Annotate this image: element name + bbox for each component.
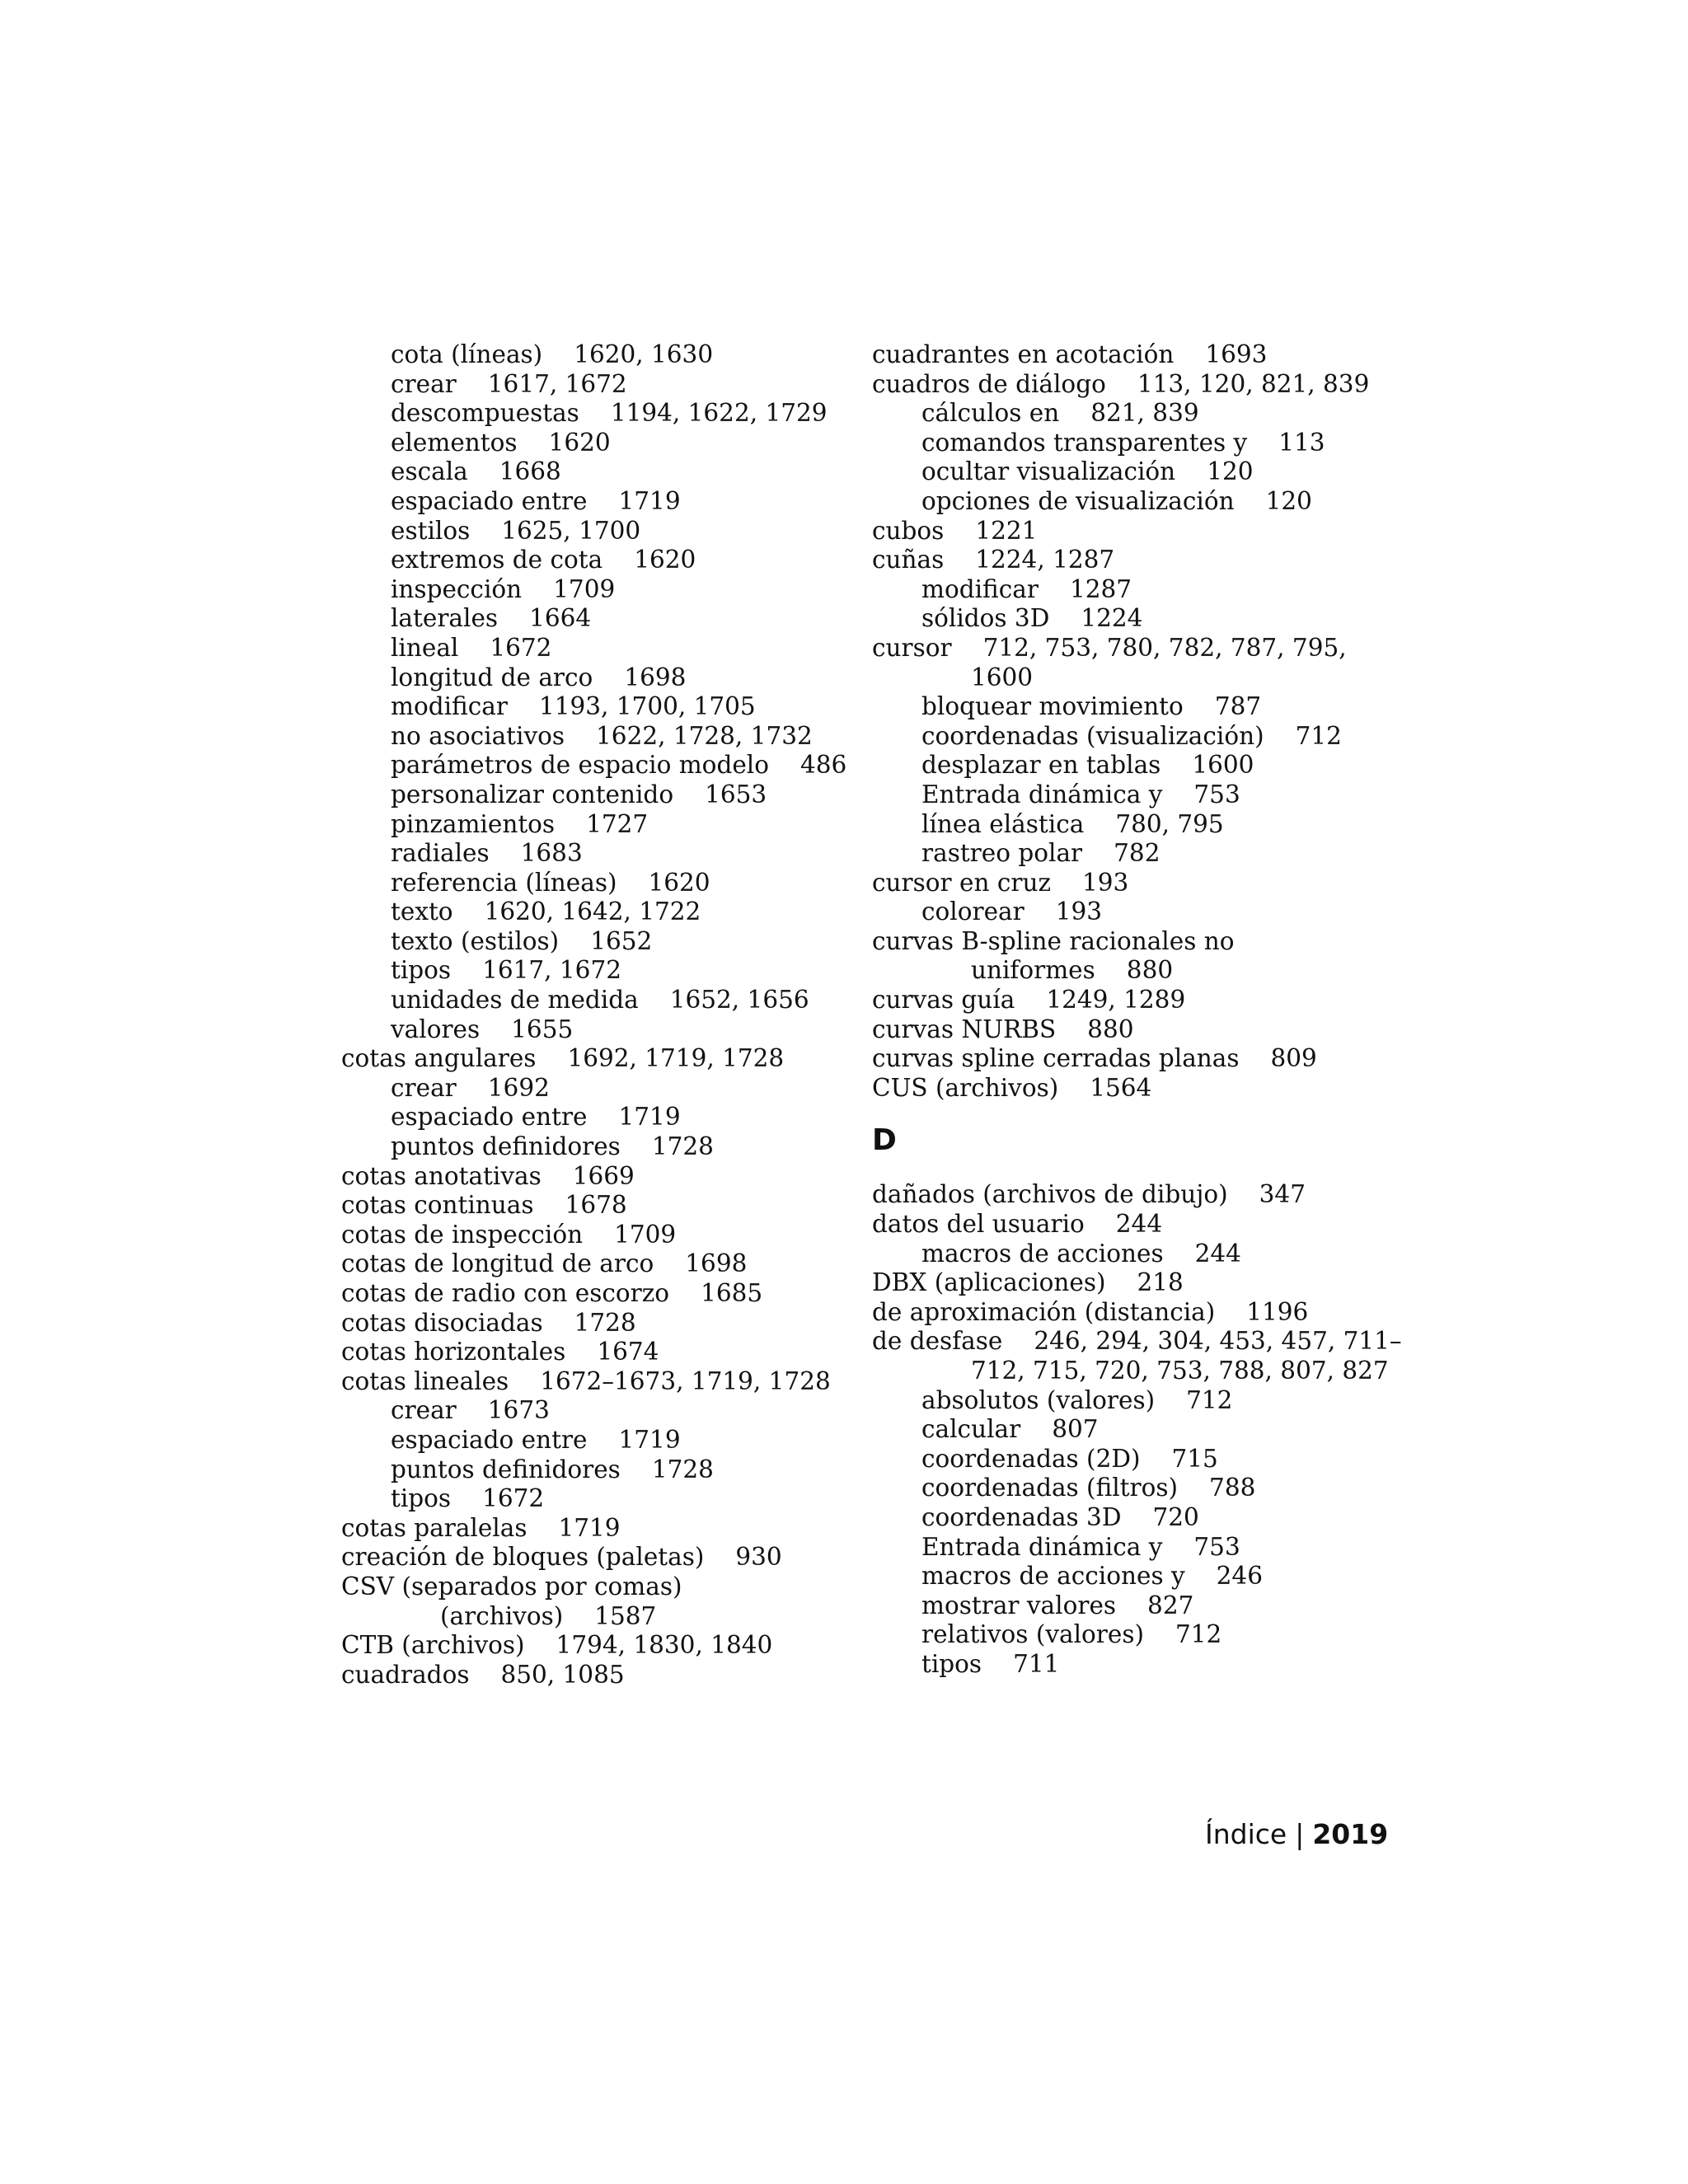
index-pages: 1652, 1656 <box>669 986 809 1015</box>
index-pages: 244 <box>1194 1239 1241 1268</box>
index-pages: 1692, 1719, 1728 <box>567 1044 785 1073</box>
index-term: bloquear movimiento <box>921 692 1184 721</box>
index-pages: 1683 <box>520 839 583 868</box>
index-pages: 1693 <box>1205 340 1268 368</box>
index-term: cotas de radio con escorzo <box>341 1279 670 1307</box>
index-term: cuñas <box>872 546 945 574</box>
index-pages: 1617, 1672 <box>482 956 621 985</box>
index-pages: 1587 <box>594 1601 657 1630</box>
index-entry <box>341 634 836 663</box>
index-pages: 1698 <box>685 1249 748 1278</box>
index-term: creación de bloques (paletas) <box>341 1543 705 1572</box>
index-pages: 788 <box>1209 1474 1256 1502</box>
index-entry <box>872 1240 1383 1269</box>
index-pages: 244 <box>1115 1210 1163 1239</box>
index-pages: 807 <box>1052 1415 1099 1444</box>
index-entry <box>341 869 836 898</box>
index-pages: 782 <box>1114 839 1160 868</box>
index-entry <box>872 869 1383 898</box>
index-entry <box>341 1249 836 1279</box>
index-term: uniformes <box>971 956 1095 985</box>
index-term: colorear <box>921 898 1025 926</box>
index-entry <box>341 604 836 634</box>
index-term: texto <box>391 898 453 926</box>
index-pages: 1709 <box>614 1220 677 1249</box>
index-term: cubos <box>872 516 945 545</box>
index-term: 712, 715, 720, 753, 788, 807, 827 <box>971 1357 1389 1385</box>
index-entry <box>341 1309 836 1338</box>
index-entry <box>872 546 1383 575</box>
index-entry <box>872 399 1383 429</box>
index-term: cotas de longitud de arco <box>341 1249 654 1278</box>
index-entry <box>341 575 836 605</box>
index-term: cotas angulares <box>341 1044 537 1073</box>
index-entry <box>872 898 1383 927</box>
index-pages: 715 <box>1171 1444 1218 1473</box>
index-term: curvas B-spline racionales no <box>872 926 1235 955</box>
index-term: valores <box>391 1015 481 1043</box>
index-pages: 1719 <box>618 1425 681 1454</box>
index-entry <box>872 1357 1389 1386</box>
index-pages: 120 <box>1207 457 1254 486</box>
footer-label: Índice <box>1205 1818 1287 1850</box>
index-pages: 1719 <box>558 1513 621 1542</box>
index-term: desplazar en tablas <box>921 751 1161 780</box>
index-term: coordenadas (filtros) <box>921 1474 1179 1502</box>
index-entry <box>341 1602 836 1632</box>
index-left-column <box>341 340 847 1690</box>
index-pages: 711 <box>1013 1649 1060 1678</box>
index-entry <box>872 1445 1383 1474</box>
index-pages: 1669 <box>572 1161 635 1190</box>
index-term: radiales <box>391 839 490 868</box>
index-pages: 193 <box>1055 898 1103 926</box>
index-term: descompuestas <box>391 399 579 428</box>
index-term: 1600 <box>971 663 1034 691</box>
index-term: cursor <box>872 633 952 662</box>
index-term: crear <box>391 1396 457 1425</box>
index-term: macros de acciones y <box>921 1562 1185 1591</box>
index-term: cotas horizontales <box>341 1338 566 1366</box>
index-pages: 720 <box>1152 1502 1199 1531</box>
index-term: dañados (archivos de dibujo) <box>872 1180 1228 1209</box>
index-entry <box>872 1015 1383 1045</box>
index-pages: 753 <box>1193 780 1240 808</box>
index-pages: 1698 <box>624 663 687 691</box>
index-pages: 712 <box>1175 1620 1222 1649</box>
index-term: cotas de inspección <box>341 1220 584 1249</box>
index-entry <box>872 810 1383 840</box>
index-entry <box>341 1279 836 1309</box>
index-entry <box>872 1074 1383 1104</box>
index-entry <box>872 340 1383 370</box>
index-pages: 930 <box>735 1543 782 1572</box>
index-term: cuadrados <box>341 1660 470 1689</box>
index-term: crear <box>391 1073 457 1102</box>
index-entry <box>341 780 836 810</box>
index-term: cotas paralelas <box>341 1513 528 1542</box>
index-pages: 1664 <box>529 604 592 633</box>
index-term: extremos de cota <box>391 546 603 574</box>
index-term: Entrada dinámica y <box>921 780 1163 808</box>
index-entry <box>872 1650 1383 1680</box>
index-entry <box>872 751 1383 780</box>
index-term: personalizar contenido <box>391 780 674 808</box>
index-pages: 880 <box>1126 956 1174 985</box>
index-pages: 1620 <box>548 428 611 457</box>
index-entry <box>341 1484 836 1514</box>
index-pages: 1193, 1700, 1705 <box>538 692 756 721</box>
index-entry <box>872 1533 1383 1563</box>
index-term: ocultar visualización <box>921 457 1176 486</box>
index-term: espaciado entre <box>391 1103 588 1132</box>
index-entry <box>341 1044 836 1074</box>
index-term: elementos <box>391 428 518 457</box>
index-pages: 113, 120, 821, 839 <box>1137 369 1370 398</box>
index-term: opciones de visualización <box>921 486 1235 515</box>
index-entry <box>872 956 1383 986</box>
index-term: tipos <box>391 1484 452 1513</box>
index-entry <box>341 517 836 546</box>
index-entry <box>341 810 836 840</box>
index-pages: 753 <box>1193 1532 1240 1561</box>
index-term: texto (estilos) <box>391 926 560 955</box>
index-entry <box>341 1543 836 1572</box>
index-entry <box>341 663 836 693</box>
index-pages: 1678 <box>565 1191 627 1220</box>
index-pages: 827 <box>1147 1591 1194 1619</box>
index-entry <box>341 1396 836 1426</box>
index-pages: 1692 <box>487 1073 550 1102</box>
index-pages: 1600 <box>1192 751 1254 780</box>
index-term: espaciado entre <box>391 1425 588 1454</box>
index-entry <box>872 575 1383 605</box>
index-entry <box>872 1180 1383 1210</box>
index-entry <box>341 751 847 780</box>
index-term: datos del usuario <box>872 1210 1085 1239</box>
index-term: cálculos en <box>921 399 1060 428</box>
index-pages: 1727 <box>586 809 649 838</box>
index-term: cotas continuas <box>341 1191 534 1220</box>
index-term: DBX (aplicaciones) <box>872 1268 1106 1297</box>
index-entry <box>872 604 1383 634</box>
index-term: CTB (archivos) <box>341 1631 525 1660</box>
index-term: crear <box>391 369 457 398</box>
index-pages: 1620, 1630 <box>574 340 714 368</box>
index-pages: 780, 795 <box>1115 809 1224 838</box>
index-pages: 1622, 1728, 1732 <box>596 721 813 750</box>
index-entry <box>872 457 1383 487</box>
index-term: línea elástica <box>921 809 1085 838</box>
index-entry <box>872 1474 1383 1503</box>
index-entry <box>341 1426 836 1455</box>
page-number: 2019 <box>1312 1818 1389 1850</box>
index-term: coordenadas (visualización) <box>921 721 1264 750</box>
index-pages: 120 <box>1265 486 1312 515</box>
index-term: (archivos) <box>440 1601 564 1630</box>
index-pages: 1287 <box>1069 574 1132 603</box>
index-entry <box>872 1591 1383 1621</box>
index-pages: 1728 <box>574 1308 636 1337</box>
index-entry <box>872 634 1383 663</box>
index-term: coordenadas (2D) <box>921 1444 1141 1473</box>
index-entry <box>872 927 1383 957</box>
index-entry <box>341 1661 836 1690</box>
index-pages: 880 <box>1087 1015 1134 1043</box>
index-pages: 1685 <box>701 1279 763 1307</box>
index-pages: 712 <box>1295 721 1342 750</box>
index-pages: 821, 839 <box>1090 399 1199 428</box>
index-entry <box>872 517 1383 546</box>
index-term: parámetros de espacio modelo <box>391 751 769 780</box>
index-entry <box>341 692 836 722</box>
index-term: de aproximación (distancia) <box>872 1297 1216 1326</box>
index-entry <box>341 1514 836 1544</box>
index-term: de desfase <box>872 1327 1003 1356</box>
index-entry <box>341 1455 836 1485</box>
index-entry <box>872 1298 1383 1328</box>
index-term: longitud de arco <box>391 663 593 691</box>
index-term: laterales <box>391 604 499 633</box>
index-entry <box>872 1268 1383 1298</box>
index-term: pinzamientos <box>391 809 556 838</box>
index-term: espaciado entre <box>391 486 588 515</box>
index-pages: 1620 <box>634 546 696 574</box>
index-term: cursor en cruz <box>872 868 1052 897</box>
index-entry <box>341 340 836 370</box>
index-term: cotas disociadas <box>341 1308 543 1337</box>
index-entry <box>341 1367 836 1397</box>
index-right-column <box>872 340 1402 1680</box>
index-term: cota (líneas) <box>391 340 543 368</box>
index-term: tipos <box>921 1649 982 1678</box>
index-term: cotas anotativas <box>341 1161 542 1190</box>
index-pages: 193 <box>1082 868 1129 897</box>
index-pages: 1652 <box>590 926 653 955</box>
index-entry <box>872 1210 1383 1240</box>
index-entry <box>341 399 836 429</box>
index-entry <box>872 370 1383 400</box>
index-pages: 1672 <box>482 1484 545 1513</box>
index-pages: 850, 1085 <box>500 1660 625 1689</box>
index-pages: 486 <box>799 751 847 780</box>
index-term: estilos <box>391 516 471 545</box>
footer-separator: | <box>1295 1818 1305 1850</box>
index-term: mostrar valores <box>921 1591 1117 1619</box>
index-pages: 1655 <box>511 1015 574 1043</box>
index-term: puntos definidores <box>391 1455 621 1483</box>
index-pages: 712 <box>1186 1385 1233 1414</box>
index-term: puntos definidores <box>391 1132 621 1161</box>
index-entry <box>341 986 836 1015</box>
index-entry <box>341 898 836 927</box>
index-pages: 113 <box>1278 428 1325 457</box>
index-pages: 1672–1673, 1719, 1728 <box>540 1366 831 1395</box>
index-entry <box>341 370 836 400</box>
index-pages: 1625, 1700 <box>501 516 641 545</box>
index-term: absolutos (valores) <box>921 1385 1156 1414</box>
index-entry <box>872 1327 1402 1357</box>
index-pages: 246 <box>1216 1562 1263 1591</box>
index-term: calcular <box>921 1415 1021 1444</box>
index-term: modificar <box>921 574 1039 603</box>
index-entry <box>341 722 836 752</box>
index-term: referencia (líneas) <box>391 868 617 897</box>
index-term: comandos transparentes y <box>921 428 1248 457</box>
index-pages: 1673 <box>487 1396 550 1425</box>
index-pages: 712, 753, 780, 782, 787, 795, <box>982 633 1347 662</box>
index-pages: 1719 <box>618 486 681 515</box>
index-entry <box>341 457 836 487</box>
index-term: cuadros de diálogo <box>872 369 1106 398</box>
index-entry <box>341 1191 836 1221</box>
index-entry <box>341 1074 836 1104</box>
index-term: escala <box>391 457 468 486</box>
index-entry <box>872 1503 1383 1533</box>
index-pages: 218 <box>1137 1268 1184 1297</box>
index-entry <box>341 1221 836 1250</box>
index-term: Entrada dinámica y <box>921 1532 1163 1561</box>
index-pages: 1728 <box>651 1132 714 1161</box>
index-term: macros de acciones <box>921 1239 1164 1268</box>
index-pages: 1794, 1830, 1840 <box>556 1631 773 1660</box>
index-term: modificar <box>391 692 508 721</box>
index-pages: 809 <box>1270 1044 1317 1073</box>
index-pages: 1224 <box>1081 604 1143 633</box>
index-term: cotas lineales <box>341 1366 509 1395</box>
index-entry <box>872 839 1383 869</box>
index-entry <box>341 1162 836 1192</box>
index-entry <box>872 663 1383 693</box>
index-entry <box>341 956 836 986</box>
index-entry <box>872 986 1383 1015</box>
index-pages: 1728 <box>651 1455 714 1483</box>
index-term: relativos (valores) <box>921 1620 1144 1649</box>
index-term: unidades de medida <box>391 986 639 1015</box>
page-footer <box>1205 1818 1388 1850</box>
index-entry <box>872 1386 1383 1416</box>
index-entry <box>872 722 1383 752</box>
index-term: CSV (separados por comas) <box>341 1572 682 1601</box>
index-term: curvas guía <box>872 986 1015 1015</box>
index-entry <box>341 546 836 575</box>
index-entry <box>872 1562 1383 1591</box>
index-right-top-entries <box>872 340 1383 1103</box>
index-entry <box>341 1338 836 1367</box>
index-pages: 1620 <box>648 868 710 897</box>
index-pages: 1709 <box>553 574 616 603</box>
index-entry <box>872 1044 1383 1074</box>
index-term: lineal <box>391 633 459 662</box>
index-term: tipos <box>391 956 452 985</box>
index-entry <box>341 1631 836 1661</box>
index-entry <box>341 1103 836 1132</box>
index-entry <box>341 1572 836 1602</box>
index-right-bottom-entries <box>872 1180 1402 1679</box>
index-entry <box>872 487 1383 517</box>
index-term: rastreo polar <box>921 839 1083 868</box>
index-term: cuadrantes en acotación <box>872 340 1175 368</box>
index-term: sólidos 3D <box>921 604 1050 633</box>
index-entry <box>872 1620 1383 1650</box>
section-letter-heading: D <box>872 1123 897 1158</box>
index-pages: 246, 294, 304, 453, 457, 711– <box>1034 1327 1402 1356</box>
index-pages: 1620, 1642, 1722 <box>484 898 701 926</box>
index-term: curvas NURBS <box>872 1015 1057 1043</box>
index-pages: 787 <box>1214 692 1262 721</box>
index-term: curvas spline cerradas planas <box>872 1044 1240 1073</box>
index-pages: 1194, 1622, 1729 <box>610 399 828 428</box>
index-entry <box>341 1015 836 1045</box>
index-entry <box>341 429 836 458</box>
index-pages: 347 <box>1259 1180 1306 1209</box>
index-entry <box>341 927 836 957</box>
index-pages: 1196 <box>1246 1297 1309 1326</box>
index-term: inspección <box>391 574 523 603</box>
index-pages: 1221 <box>975 516 1038 545</box>
index-entry <box>341 1132 836 1162</box>
index-term: CUS (archivos) <box>872 1073 1059 1102</box>
index-pages: 1668 <box>499 457 561 486</box>
index-pages: 1564 <box>1090 1073 1152 1102</box>
index-entry <box>872 429 1383 458</box>
index-pages: 1249, 1289 <box>1046 986 1186 1015</box>
index-pages: 1719 <box>618 1103 681 1132</box>
index-pages: 1672 <box>490 633 552 662</box>
index-entry <box>872 1415 1383 1445</box>
index-pages: 1674 <box>597 1338 659 1366</box>
index-term: coordenadas 3D <box>921 1502 1122 1531</box>
index-entry <box>341 839 836 869</box>
index-entry <box>341 487 836 517</box>
index-term: no asociativos <box>391 721 565 750</box>
index-entry <box>872 692 1383 722</box>
index-pages: 1617, 1672 <box>487 369 627 398</box>
index-pages: 1224, 1287 <box>975 546 1115 574</box>
index-entry <box>872 780 1383 810</box>
index-pages: 1653 <box>705 780 767 808</box>
